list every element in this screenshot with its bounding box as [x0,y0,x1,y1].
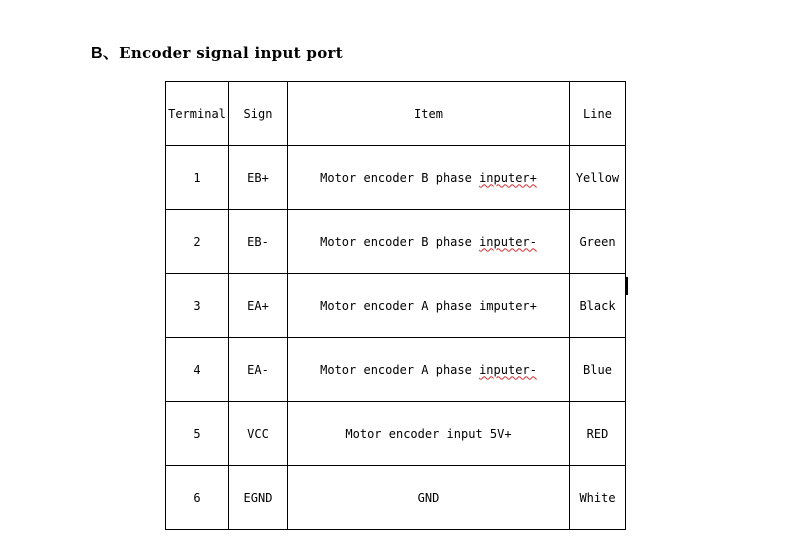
table-row [166,210,626,274]
cell-sign: EB- [229,210,288,274]
item-text: Motor encoder A phase imputer+ [320,298,537,313]
header-terminal: Terminal [166,82,229,146]
encoder-port-table [165,81,626,530]
table-row [166,274,626,338]
item-spellcheck-word: inputer- [479,362,537,377]
cell-line: Blue [570,338,626,402]
cell-terminal: 6 [166,466,229,530]
item-text: GND [417,490,440,505]
cell-item [288,210,570,274]
item-text: Motor encoder A phase [320,362,480,377]
cell-sign: EB+ [229,146,288,210]
cell-item [288,466,570,530]
cell-line: Green [570,210,626,274]
cell-terminal: 4 [166,338,229,402]
table-row [166,402,626,466]
cell-sign: EGND [229,466,288,530]
cell-sign: EA+ [229,274,288,338]
section-prefix: B、 [91,45,120,62]
cell-terminal: 2 [166,210,229,274]
cell-line: RED [570,402,626,466]
cell-terminal: 3 [166,274,229,338]
item-text: Motor encoder B phase [320,234,480,249]
header-sign: Sign [229,82,288,146]
cell-sign: VCC [229,402,288,466]
item-text: Motor encoder B phase [320,170,480,185]
cell-terminal: 1 [166,146,229,210]
table-row [166,146,626,210]
section-title: Encoder signal input port [119,44,343,62]
header-item: Item [288,82,570,146]
cell-item [288,146,570,210]
text-cursor [626,277,628,295]
table-row [166,338,626,402]
cell-line: Yellow [570,146,626,210]
item-spellcheck-word: inputer- [479,234,537,249]
cell-item [288,402,570,466]
cell-sign: EA- [229,338,288,402]
cell-item [288,338,570,402]
cell-terminal: 5 [166,402,229,466]
cell-line: White [570,466,626,530]
header-line: Line [570,82,626,146]
section-heading [91,40,343,63]
item-text: Motor encoder input 5V+ [345,426,512,441]
table-row [166,466,626,530]
item-spellcheck-word: inputer+ [479,170,537,185]
cell-line: Black [570,274,626,338]
cell-item [288,274,570,338]
table-header-row [166,82,626,146]
